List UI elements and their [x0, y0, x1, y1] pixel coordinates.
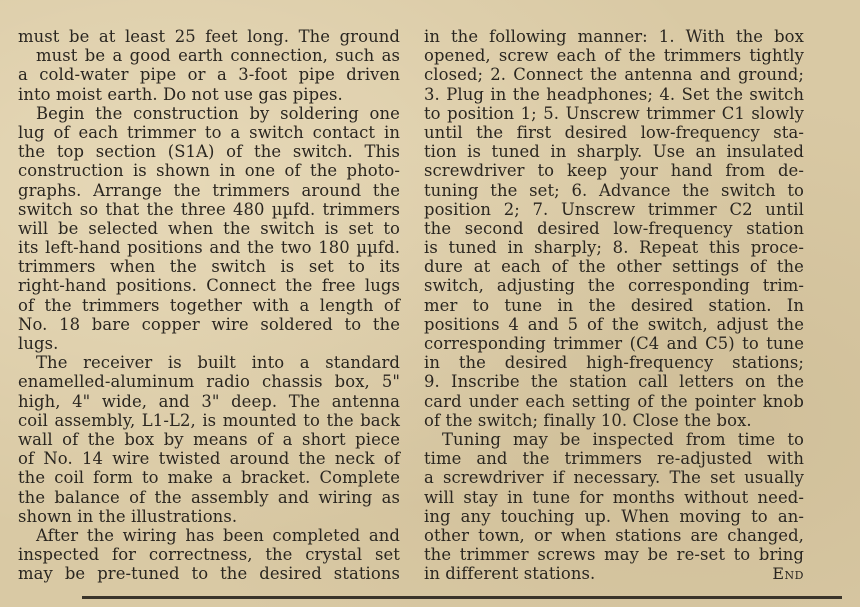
text-line: No. 18 bare copper wire soldered to the	[18, 314, 400, 334]
text-line: tion is tuned in sharply. Use an insulated	[424, 142, 804, 162]
text-line: its left-hand positions and the two 180 µµfd.	[18, 238, 400, 258]
text-line: the second desired low-frequency station	[424, 218, 804, 238]
text-line: may be pre-tuned to the desired stations	[18, 564, 400, 584]
text-line: the coil form to make a bracket. Complete	[18, 468, 400, 488]
text-line: closed; 2. Connect the antenna and ground;	[424, 65, 804, 85]
text-line: positions 4 and 5 of the switch, adjust the	[424, 314, 804, 334]
text-line: must be at least 25 feet long. The ground	[18, 27, 400, 46]
end-mark: End	[772, 564, 804, 584]
text-line: position 2; 7. Unscrew trimmer C2 until	[424, 199, 804, 219]
text-line: a cold-water pipe or a 3-foot pipe driven	[18, 65, 400, 85]
text-line: of No. 14 wire twisted around the neck of	[18, 449, 400, 469]
text-line: enamelled-aluminum radio chassis box, 5"	[18, 372, 400, 392]
text-line: the balance of the assembly and wiring as	[18, 487, 400, 507]
text-line: lugs.	[18, 334, 59, 353]
text-line: screwdriver to keep your hand from de-	[424, 161, 804, 181]
bottom-rule	[82, 596, 842, 599]
text-line: ing any touching up. When moving to an-	[424, 506, 804, 526]
text-line: will stay in tune for months without need-	[424, 487, 804, 507]
text-line: the top section (S1A) of the switch. This	[18, 142, 400, 162]
text-line: into moist earth. Do not use gas pipes.	[18, 84, 343, 104]
text-line: trimmers when the switch is set to its	[18, 257, 400, 277]
text-line: is tuned in sharply; 8. Repeat this proce-	[424, 238, 804, 258]
text-line: switch so that the three 480 µµfd. trimmers	[18, 199, 400, 219]
left-column	[18, 27, 400, 583]
text-line: corresponding trimmer (C4 and C5) to tune	[424, 334, 804, 353]
text-line: Begin the construction by soldering one	[36, 103, 400, 123]
text-line: 9. Inscribe the station call letters on the	[424, 372, 804, 392]
text-line: the trimmer screws may be re-set to bring	[424, 545, 804, 565]
text-line: 3. Plug in the headphones; 4. Set the switch	[424, 84, 804, 104]
text-line: of the switch; finally 10. Close the box.	[424, 410, 752, 430]
text-line: time and the trimmers re-adjusted with	[424, 449, 804, 469]
text-line: to position 1; 5. Unscrew trimmer C1 slowly	[424, 103, 804, 123]
text-line: until the first desired low-frequency sta-	[424, 122, 804, 142]
text-line: a screwdriver if necessary. The set usually	[424, 468, 804, 488]
text-line: card under each setting of the pointer knob	[424, 391, 804, 411]
text-line: right-hand positions. Connect the free lugs	[18, 276, 400, 296]
text-line: tuning the set; 6. Advance the switch to	[424, 180, 804, 200]
text-line: other town, or when stations are changed,	[424, 525, 804, 545]
text-line: high, 4" wide, and 3" deep. The antenna	[18, 391, 400, 411]
last-line	[424, 564, 804, 583]
text-line: will be selected when the switch is set to	[18, 218, 400, 238]
text-line: mer to tune in the desired station. In	[424, 295, 804, 315]
text-line: of the trimmers together with a length of	[18, 295, 400, 315]
text-line: After the wiring has been completed and	[36, 525, 400, 545]
text-line: must be a good earth connection, such as	[36, 46, 400, 66]
right-column	[424, 27, 804, 583]
text-line: construction is shown in one of the photo-	[18, 161, 400, 181]
text-line: opened, screw each of the trimmers tightly	[424, 46, 804, 66]
text-line: inspected for correctness, the crystal set	[18, 545, 400, 565]
text-line: dure at each of the other settings of the	[424, 257, 804, 277]
text-line: Tuning may be inspected from time to	[442, 429, 804, 449]
text-line: in the following manner: 1. With the box	[424, 27, 804, 46]
text-line: graphs. Arrange the trimmers around the	[18, 180, 400, 200]
text-line: in different stations.	[424, 564, 596, 584]
text-line: lug of each trimmer to a switch contact in	[18, 122, 400, 142]
text-line: switch, adjusting the corresponding trim-	[424, 276, 804, 296]
text-line: coil assembly, L1-L2, is mounted to the back	[18, 410, 400, 430]
text-line: in the desired high-frequency stations;	[424, 353, 804, 373]
text-line: The receiver is built into a standard	[36, 353, 400, 373]
text-line: wall of the box by means of a short piece	[18, 429, 400, 449]
text-line: shown in the illustrations.	[18, 506, 238, 526]
